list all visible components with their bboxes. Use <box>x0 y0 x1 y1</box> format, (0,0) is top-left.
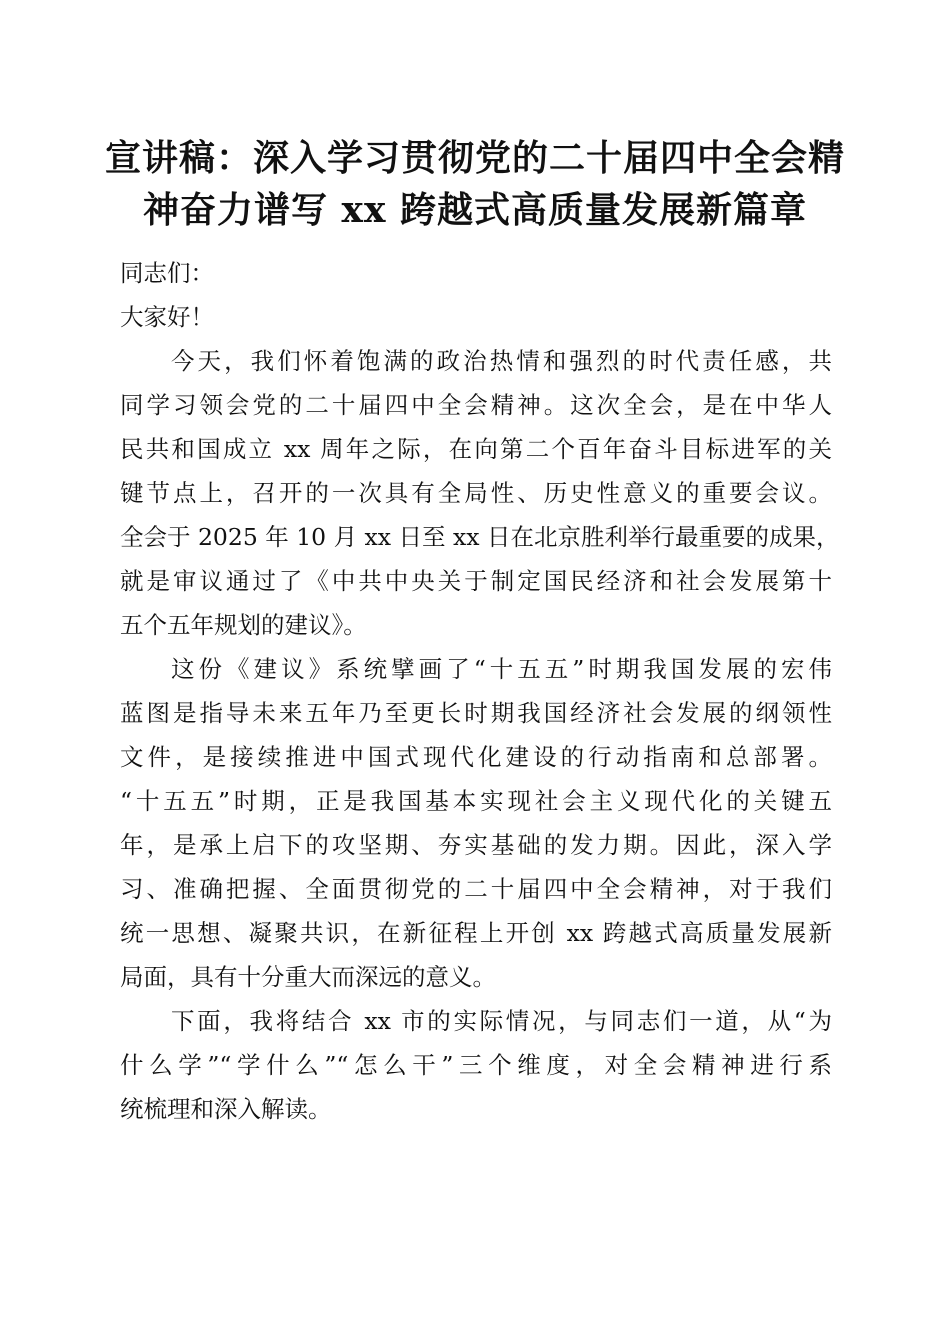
paragraph-line: 就是审议通过了《中共中央关于制定国民经济和社会发展第十 <box>120 567 832 595</box>
paragraph-line: 这份《建议》系统擘画了“十五五”时期我国发展的宏伟 <box>171 655 832 683</box>
paragraph-line: 键节点上，召开的一次具有全局性、历史性意义的重要会议。 <box>120 479 832 507</box>
salutation: 同志们： <box>120 259 214 287</box>
document-body <box>120 251 840 1131</box>
document-title <box>100 132 850 236</box>
paragraph-line: 五个五年规划的建议》。 <box>120 611 367 639</box>
paragraph-line: 统一思想、凝聚共识，在新征程上开创 xx 跨越式高质量发展新 <box>120 919 832 947</box>
title-line: 神奋力谱写 xx 跨越式高质量发展新篇章 <box>143 189 807 231</box>
paragraph-line: “十五五”时期，正是我国基本实现社会主义现代化的关键五 <box>120 787 832 815</box>
paragraph-line: 习、准确把握、全面贯彻党的二十届四中全会精神，对于我们 <box>120 875 832 903</box>
paragraph-line: 统梳理和深入解读。 <box>120 1095 332 1123</box>
paragraph-line: 民共和国成立 xx 周年之际，在向第二个百年奋斗目标进军的关 <box>120 435 832 463</box>
paragraph-line: 什么学”“学什么”“怎么干”三个维度，对全会精神进行系 <box>120 1051 832 1079</box>
paragraph-line: 蓝图是指导未来五年乃至更长时期我国经济社会发展的纲领性 <box>120 699 832 727</box>
paragraph-line: 同学习领会党的二十届四中全会精神。这次全会，是在中华人 <box>120 391 832 419</box>
paragraph <box>120 647 832 999</box>
title-line: 宣讲稿：深入学习贯彻党的二十届四中全会精 <box>104 137 845 179</box>
paragraph-line: 局面，具有十分重大而深远的意义。 <box>120 963 496 991</box>
paragraph-line: 文件，是接续推进中国式现代化建设的行动指南和总部署。 <box>120 743 832 771</box>
greeting: 大家好！ <box>120 303 214 331</box>
paragraph-line: 全会于 2025 年 10 月 xx 日至 xx 日在北京胜利举行最重要的成果， <box>120 523 840 551</box>
paragraph-line: 下面，我将结合 xx 市的实际情况，与同志们一道，从“为 <box>171 1007 832 1035</box>
paragraph <box>120 339 840 647</box>
paragraph-line: 年，是承上启下的攻坚期、夯实基础的发力期。因此，深入学 <box>120 831 832 859</box>
paragraph-line: 今天，我们怀着饱满的政治热情和强烈的时代责任感，共 <box>171 347 832 375</box>
paragraph <box>120 999 832 1131</box>
